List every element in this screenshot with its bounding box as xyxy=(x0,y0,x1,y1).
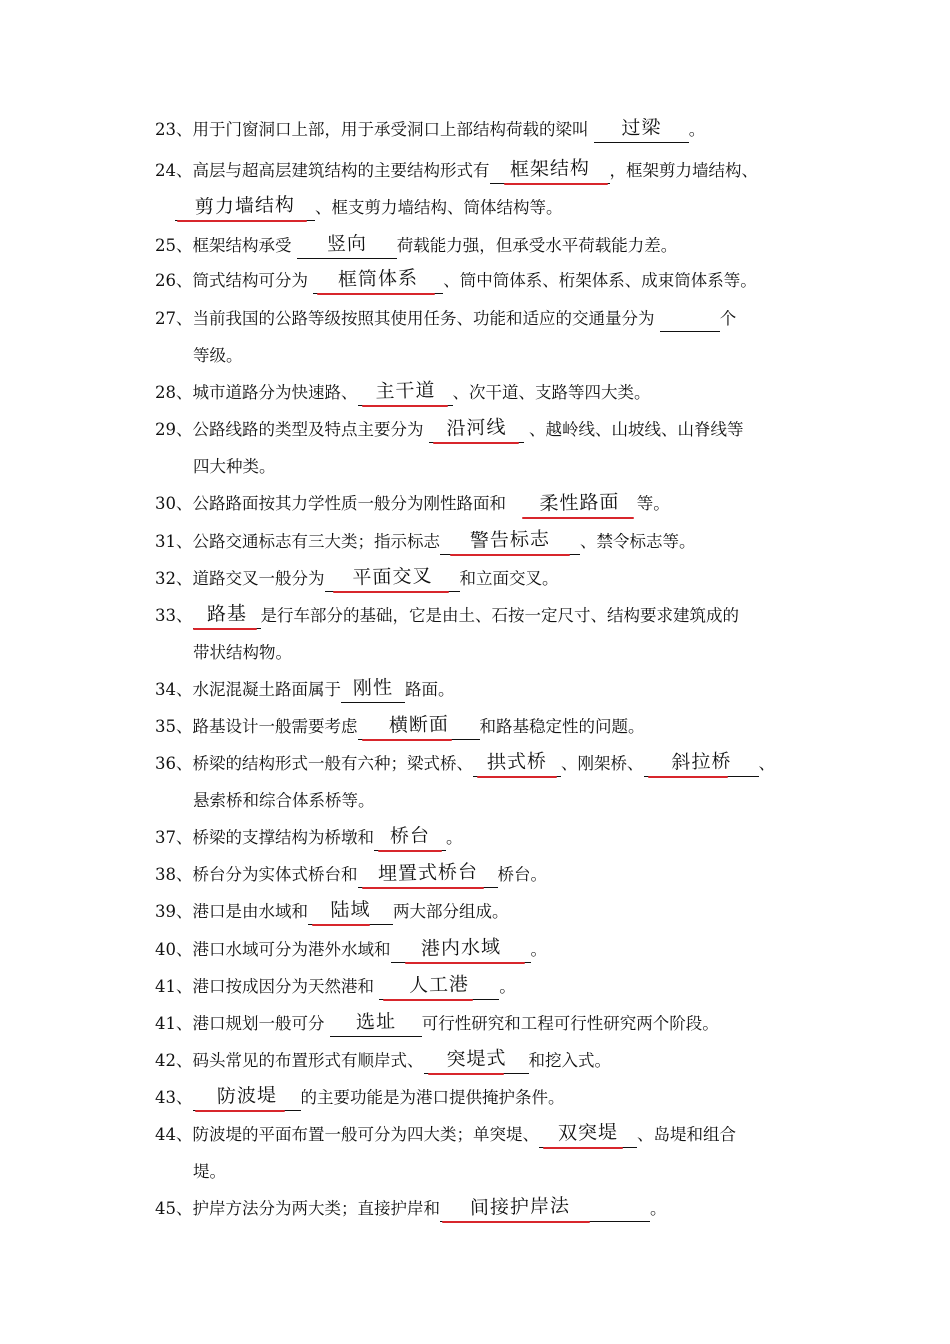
answer-blank: 剪力墙结构 xyxy=(175,198,315,221)
question-40: 40、港口水域可分为港外水域和 港内水域 。 xyxy=(155,937,820,963)
question-44-cont: 堤。 xyxy=(193,1162,226,1181)
question-27: 27、当前我国的公路等级按照其使用任务、功能和适应的交通量分为 个 xyxy=(155,306,820,332)
question-33: 33、 路基 是行车部分的基础，它是由土、石按一定尺寸、结构要求建筑成的 xyxy=(155,603,820,629)
question-24: 24、高层与超高层建筑结构的主要结构形式有 框架结构 ，框架剪力墙结构、 xyxy=(155,158,820,184)
answer-blank: 横断面 xyxy=(358,717,480,740)
question-43: 43、 防波堤 的主要功能是为港口提供掩护条件。 xyxy=(155,1085,820,1111)
answer-blank: 框筒体系 xyxy=(313,271,443,294)
question-41-b: 41、港口规划一般可分 选址 可行性研究和工程可行性研究两个阶段。 xyxy=(155,1011,820,1037)
answer-blank: 双突堤 xyxy=(539,1125,637,1148)
answer-blank: 埋置式桥台 xyxy=(358,865,498,888)
question-36: 36、桥梁的结构形式一般有六种；梁式桥、 拱式桥 、刚架桥、 斜拉桥 、 xyxy=(155,751,820,777)
answer-blank: 间接护岸法 xyxy=(440,1199,650,1222)
question-28: 28、城市道路分为快速路、 主干道 、次干道、支路等四大类。 xyxy=(155,380,820,406)
question-24-cont: 剪力墙结构 、框支剪力墙结构、筒体结构等。 xyxy=(175,195,840,221)
answer-blank: 主干道 xyxy=(358,383,453,406)
answer-blank: 警告标志 xyxy=(440,532,580,555)
answer-blank: 路基 xyxy=(193,606,261,629)
answer-blank: 平面交叉 xyxy=(325,569,460,592)
question-44: 44、防波堤的平面布置一般可分为四大类；单突堤、 双突堤 、岛堤和组合 xyxy=(155,1122,820,1148)
answer-blank: 斜拉桥 xyxy=(644,754,759,777)
answer-blank: 过梁 xyxy=(594,120,689,143)
question-29: 29、公路线路的类型及特点主要分为 沿河线 、越岭线、山坡线、山脊线等 xyxy=(155,417,820,443)
question-39: 39、港口是由水域和 陆域 两大部分组成。 xyxy=(155,899,820,925)
answer-blank xyxy=(660,309,720,332)
question-42: 42、码头常见的布置形式有顺岸式、 突堤式 和挖入式。 xyxy=(155,1048,820,1074)
question-45: 45、护岸方法分为两大类；直接护岸和 间接护岸法 。 xyxy=(155,1196,820,1222)
answer-blank: 突堤式 xyxy=(424,1051,529,1074)
answer-blank: 框架结构 xyxy=(490,161,610,184)
answer-blank: 竖向 xyxy=(297,236,397,259)
answer-blank: 防波堤 xyxy=(193,1088,301,1111)
answer-blank: 沿河线 xyxy=(429,420,524,443)
question-26: 26、筒式结构可分为 框筒体系 、筒中筒体系、桁架体系、成束筒体系等。 xyxy=(155,268,820,294)
answer-blank: 港内水域 xyxy=(391,940,531,963)
question-29-cont: 四大种类。 xyxy=(193,457,276,476)
question-27-cont: 等级。 xyxy=(193,346,243,365)
question-30: 30、公路路面按其力学性质一般分为刚性路面和 柔性路面 等。 xyxy=(155,491,820,517)
answer-blank: 刚性 xyxy=(341,680,405,703)
answer-blank: 人工港 xyxy=(379,977,499,1000)
question-37: 37、桥梁的支撑结构为桥墩和 桥台 。 xyxy=(155,825,820,851)
answer-blank: 选址 xyxy=(330,1014,422,1037)
question-34: 34、水泥混凝土路面属于 刚性 路面。 xyxy=(155,677,820,703)
question-36-cont: 悬索桥和综合体系桥等。 xyxy=(193,791,375,810)
question-38: 38、桥台分为实体式桥台和 埋置式桥台 桥台。 xyxy=(155,862,820,888)
answer-blank: 陆域 xyxy=(308,902,393,925)
question-31: 31、公路交通标志有三大类；指示标志 警告标志 、禁令标志等。 xyxy=(155,529,820,555)
question-23: 23、用于门窗洞口上部，用于承受洞口上部结构荷载的梁叫 过梁 。 xyxy=(155,117,820,143)
question-41-a: 41、港口按成因分为天然港和 人工港 。 xyxy=(155,974,820,1000)
answer-blank: 桥台 xyxy=(374,828,446,851)
question-33-cont: 带状结构物。 xyxy=(193,643,292,662)
question-32: 32、道路交叉一般分为 平面交叉 和立面交叉。 xyxy=(155,566,820,592)
answer-blank: 拱式桥 xyxy=(473,754,561,777)
question-25: 25、框架结构承受 竖向 荷载能力强，但承受水平荷载能力差。 xyxy=(155,233,820,259)
question-35: 35、路基设计一般需要考虑 横断面 和路基稳定性的问题。 xyxy=(155,714,820,740)
answer-blank: 柔性路面 xyxy=(522,495,637,517)
